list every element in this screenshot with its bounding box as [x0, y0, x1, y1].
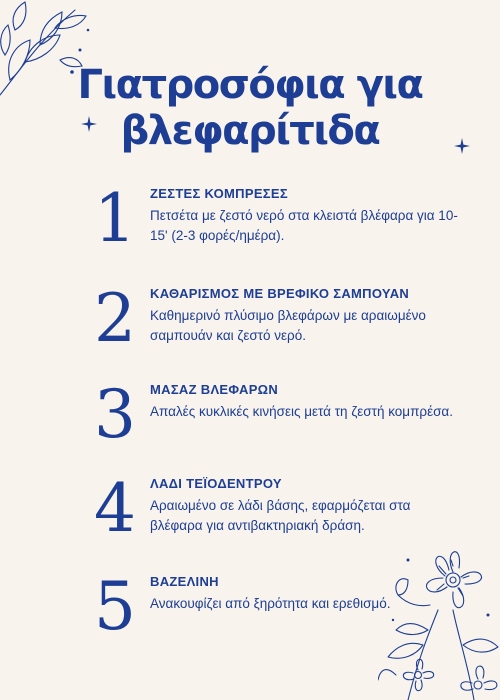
- remedy-heading: ΚΑΘΑΡΙΣΜΟΣ ΜΕ ΒΡΕΦΙΚΟ ΣΑΜΠΟΥΑΝ: [150, 286, 410, 301]
- remedy-number: 4: [94, 470, 136, 547]
- remedy-description: Ανακουφίζει από ξηρότητα και ερεθισμό.: [150, 596, 391, 611]
- remedy-description: Αραιωμένο σε λάδι βάσης, εφαρμόζεται στα βλέφαρα για αντιβακτηριακή δράση.: [150, 498, 411, 533]
- remedy-heading: ΛΑΔΙ ΤΕΪΟΔΕΝΤΡΟΥ: [150, 476, 282, 491]
- remedy-number: 5: [94, 568, 136, 645]
- title-line-2: βλεφαρίτιδα: [120, 108, 380, 154]
- remedy-description: Πετσέτα με ζεστό νερό στα κλειστά βλέφαρα για 10-15' (2-3 φορές/ημέρα).: [150, 208, 458, 243]
- page-title: [0, 62, 500, 154]
- remedy-number: 1: [94, 180, 136, 257]
- remedy-description: Καθημερινό πλύσιμο βλεφάρων με αραιωμένο σαμπουάν και ζεστό νερό.: [150, 308, 426, 343]
- floral-flowers-bottom-right: [378, 535, 500, 700]
- remedy-description: Απαλές κυκλικές κινήσεις μετά τη ζεστή κομπρέσα.: [150, 404, 453, 419]
- remedy-heading: ΖΕΣΤΕΣ ΚΟΜΠΡΕΣΕΣ: [150, 186, 288, 201]
- remedy-number: 3: [94, 376, 136, 453]
- title-line-1: Γιατροσόφια για: [77, 62, 423, 108]
- remedy-number: 2: [94, 280, 136, 357]
- remedy-heading: ΜΑΣΑΖ ΒΛΕΦΑΡΩΝ: [150, 382, 279, 397]
- remedy-item-2: [88, 280, 478, 376]
- remedy-heading: ΒΑΖΕΛΙΝΗ: [150, 574, 219, 589]
- remedy-item-1: [88, 180, 478, 276]
- remedy-item-3: [88, 376, 478, 472]
